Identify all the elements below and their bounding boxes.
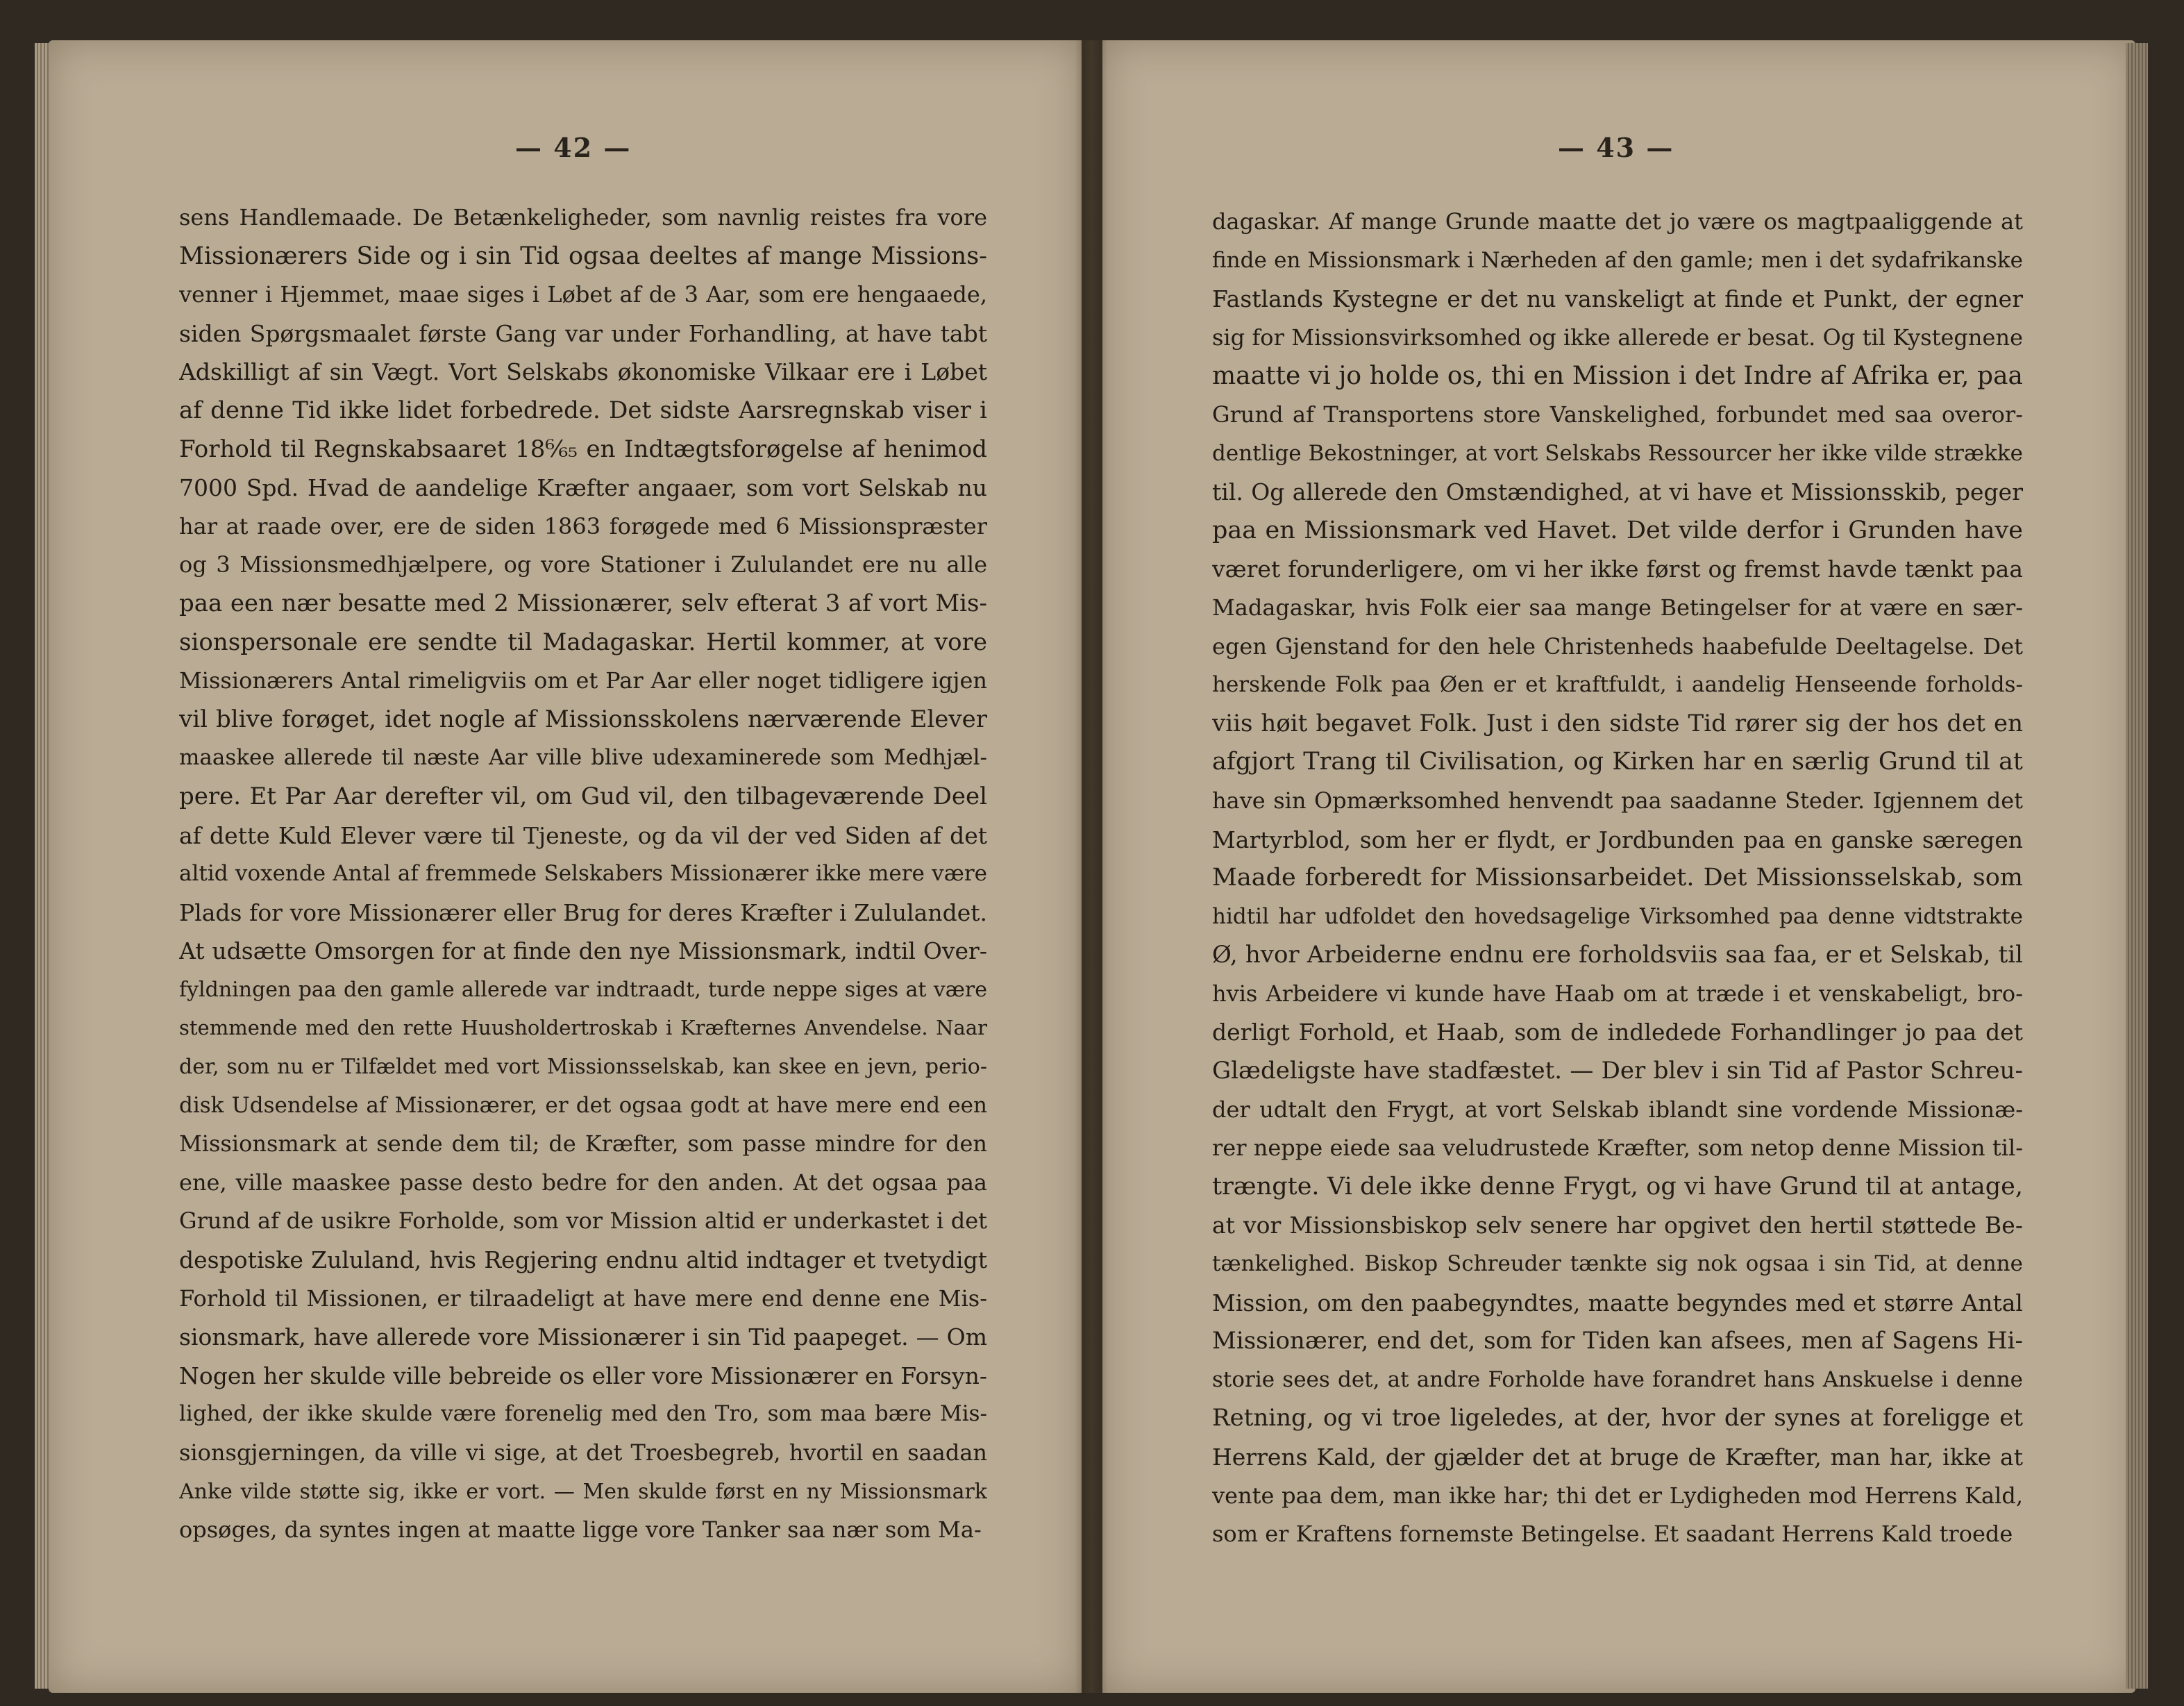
text-line: herskende Folk paa Øen er et kraftfuldt, i aandelig Henseende forholds- xyxy=(1212,672,2023,698)
text-line: der udtalt den Frygt, at vort Selskab iblandt sine vordende Missionæ- xyxy=(1212,1096,2023,1123)
text-line: maaskee allerede til næste Aar ville blive udexaminerede som Medhjæl- xyxy=(179,745,987,771)
text-line: Plads for vore Missionærer eller Brug for deres Kræfter i Zululandet. xyxy=(179,898,987,926)
text-line: Forhold til Regnskabsaaret 18⁶⁄₆₅ en Indtægtsforøgelse af henimod xyxy=(179,435,987,463)
text-line: vil blive forøget, idet nogle af Missionsskolens nærværende Elever xyxy=(179,705,987,733)
text-line: egen Gjenstand for den hele Christenheds haabefulde Deeltagelse. Det xyxy=(1212,633,2023,660)
text-line: været forunderligere, om vi her ikke først og fremst havde tænkt paa xyxy=(1212,555,2023,583)
left-page-text xyxy=(179,199,987,1550)
text-line: Martyrblod, som her er flydt, er Jordbunden paa en ganske særegen xyxy=(1212,826,2023,853)
text-line: Adskilligt af sin Vægt. Vort Selskabs økonomiske Vilkaar ere i Løbet xyxy=(179,358,987,386)
text-line: altid voxende Antal af fremmede Selskabers Missionærer ikke mere være xyxy=(179,861,987,887)
text-line: Fastlands Kystegne er det nu vanskeligt at finde et Punkt, der egner xyxy=(1212,285,2023,313)
text-line: Madagaskar, hvis Folk eier saa mange Betingelser for at være en sær- xyxy=(1212,594,2023,621)
text-line: Herrens Kald, der gjælder det at bruge de Kræfter, man har, ikke at xyxy=(1212,1444,2023,1471)
text-line: som er Kraftens fornemste Betingelse. Et saadant Herrens Kald troede xyxy=(1212,1521,2013,1548)
text-line: venner i Hjemmet, maae siges i Løbet af de 3 Aar, som ere hengaaede, xyxy=(179,281,987,308)
text-line: Maade forberedt for Missionsarbeidet. Det Missionsselskab, som xyxy=(1212,864,2023,892)
text-line: af dette Kuld Elever være til Tjeneste, og da vil der ved Siden af det xyxy=(179,821,987,849)
text-line: og 3 Missionsmedhjælpere, og vore Stationer i Zululandet ere nu alle xyxy=(179,551,987,578)
text-line: vente paa dem, man ikke har; thi det er Lydigheden mod Herrens Kald, xyxy=(1212,1482,2023,1509)
text-line: finde en Missionsmark i Nærheden af den gamle; men i det sydafrikanske xyxy=(1212,247,2023,273)
text-line: Grund af Transportens store Vanskelighed, forbundet med saa overor- xyxy=(1212,401,2023,428)
text-line: sionsmark, have allerede vore Missionærer i sin Tid paapeget. — Om xyxy=(179,1323,987,1351)
text-line: tænkelighed. Biskop Schreuder tænkte sig nok ogsaa i sin Tid, at denne xyxy=(1212,1251,2023,1277)
book-gutter xyxy=(1075,40,1108,1693)
text-line: sig for Missionsvirksomhed og ikke allerede er besat. Og til Kystegnene xyxy=(1212,324,2023,351)
text-line: pere. Et Par Aar derefter vil, om Gud vil, den tilbageværende Deel xyxy=(179,782,987,810)
text-line: sens Handlemaade. De Betænkeligheder, som navnlig reistes fra vore xyxy=(179,204,987,231)
text-line: Grund af de usikre Forholde, som vor Mission altid er underkastet i det xyxy=(179,1207,987,1235)
text-line: 7000 Spd. Hvad de aandelige Kræfter angaaer, som vort Selskab nu xyxy=(179,474,987,502)
text-line: hidtil har udfoldet den hovedsagelige Virksomhed paa denne vidtstrakte xyxy=(1212,903,2023,929)
text-line: maatte vi jo holde os, thi en Mission i det Indre af Afrika er, paa xyxy=(1212,362,2023,391)
text-line: paa en Missionsmark ved Havet. Det vilde derfor i Grunden have xyxy=(1212,516,2023,544)
text-line: af denne Tid ikke lidet forbedrede. Det sidste Aarsregnskab viser i xyxy=(179,396,987,424)
text-line: til. Og allerede den Omstændighed, at vi have et Missionsskib, peger xyxy=(1212,478,2023,506)
text-line: rer neppe eiede saa veludrustede Kræfter, som netop denne Mission til- xyxy=(1212,1135,2023,1162)
text-line: Missionærers Side og i sin Tid ogsaa deeltes af mange Missions- xyxy=(179,242,987,270)
page-number-left: — 42 — xyxy=(515,132,632,163)
text-line: sionspersonale ere sendte til Madagaskar. Hertil kommer, at vore xyxy=(179,628,987,656)
text-line: sionsgjerningen, da ville vi sige, at det Troesbegreb, hvortil en saadan xyxy=(179,1439,987,1466)
text-line: dentlige Bekostninger, at vort Selskabs Ressourcer her ikke vilde strække xyxy=(1212,440,2023,466)
page-number-right: — 43 — xyxy=(1558,132,1674,163)
text-line: ene, ville maaskee passe desto bedre for den anden. At det ogsaa paa xyxy=(179,1169,987,1196)
text-line: viis høit begavet Folk. Just i den sidste Tid rører sig der hos det en xyxy=(1212,709,2023,737)
text-line: siden Spørgsmaalet første Gang var under Forhandling, at have tabt xyxy=(179,319,987,347)
text-line: trængte. Vi dele ikke denne Frygt, og vi have Grund til at antage, xyxy=(1212,1172,2023,1201)
text-line: Forhold til Missionen, er tilraadeligt at have mere end denne ene Mis- xyxy=(179,1285,987,1312)
text-line: stemmende med den rette Huusholdertroskab i Kræfternes Anvendelse. Naar xyxy=(179,1016,987,1040)
text-line: fyldningen paa den gamle allerede var indtraadt, turde neppe siges at være xyxy=(179,977,987,1002)
text-line: Missionærers Antal rimeligviis om et Par Aar eller noget tidligere igjen xyxy=(179,667,987,694)
text-line: opsøges, da syntes ingen at maatte ligge vore Tanker saa nær som Ma- xyxy=(179,1516,982,1544)
text-line: storie sees det, at andre Forholde have forandret hans Anskuelse i denne xyxy=(1212,1366,2023,1392)
text-line: have sin Opmærksomhed henvendt paa saadanne Steder. Igjennem det xyxy=(1212,787,2023,814)
text-line: derligt Forhold, et Haab, som de indledede Forhandlinger jo paa det xyxy=(1212,1019,2023,1046)
text-line: dagaskar. Af mange Grunde maatte det jo være os magtpaaliggende at xyxy=(1212,208,2023,235)
text-line: Mission, om den paabegyndtes, maatte begyndes med et større Antal xyxy=(1212,1289,2023,1316)
text-line: Missionærer, end det, som for Tiden kan afsees, men af Sagens Hi- xyxy=(1212,1327,2023,1355)
text-line: Glædeligste have stadfæstet. — Der blev i sin Tid af Pastor Schreu- xyxy=(1212,1057,2023,1085)
text-line: Retning, og vi troe ligeledes, at der, hvor der synes at foreligge et xyxy=(1212,1404,2023,1432)
text-line: Missionsmark at sende dem til; de Kræfter, som passe mindre for den xyxy=(179,1130,987,1157)
text-line: Nogen her skulde ville bebreide os eller vore Missionærer en Forsyn- xyxy=(179,1362,987,1389)
text-line: har at raade over, ere de siden 1863 forøgede med 6 Missionspræster xyxy=(179,512,987,540)
text-line: Ø, hvor Arbeiderne endnu ere forholdsviis saa faa, er et Selskab, til xyxy=(1212,941,2023,969)
right-page-edges xyxy=(2126,43,2148,1689)
text-line: Anke vilde støtte sig, ikke er vort. — Men skulde først en ny Missionsmark xyxy=(179,1479,987,1504)
text-line: der, som nu er Tilfældet med vort Missionsselskab, kan skee en jevn, perio- xyxy=(179,1055,987,1080)
text-line: lighed, der ikke skulde være forenelig med den Tro, som maa bære Mis- xyxy=(179,1401,987,1427)
text-line: hvis Arbeidere vi kunde have Haab om at træde i et venskabeligt, bro- xyxy=(1212,980,2023,1007)
text-line: At udsætte Omsorgen for at finde den nye Missionsmark, indtil Over- xyxy=(179,937,987,965)
text-line: paa een nær besatte med 2 Missionærer, selv efterat 3 af vort Mis- xyxy=(179,589,987,617)
text-line: afgjort Trang til Civilisation, og Kirken har en særlig Grund til at xyxy=(1212,748,2023,776)
text-line: despotiske Zululand, hvis Regjering endnu altid indtager et tvetydigt xyxy=(179,1246,987,1274)
right-page-text xyxy=(1212,203,2023,1554)
text-line: at vor Missionsbiskop selv senere har opgivet den hertil støttede Be- xyxy=(1212,1212,2023,1239)
text-line: disk Udsendelse af Missionærer, er det ogsaa godt at have mere end een xyxy=(179,1092,987,1118)
